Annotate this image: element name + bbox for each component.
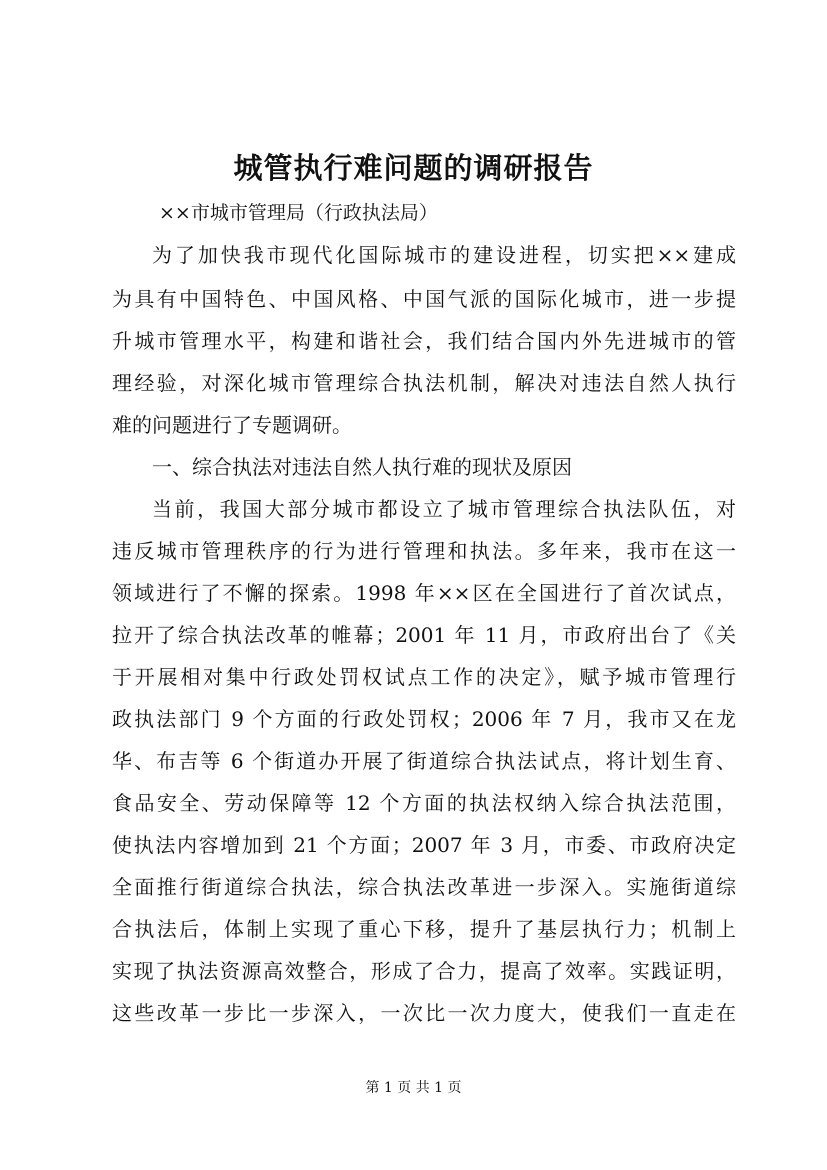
paragraph-1-line-1: 为了加快我市现代化国际城市的建设进程，切实把××建成 bbox=[152, 243, 736, 267]
paragraph-2-line-12: 实现了执法资源高效整合，形成了合力，提高了效率。实践证明， bbox=[112, 959, 736, 983]
paragraph-2-line-4: 拉开了综合执法改革的帷幕；2001 年 11 月，市政府出台了《关 bbox=[112, 623, 736, 647]
document-title: 城管执行难问题的调研报告 bbox=[233, 151, 594, 185]
document-author: ××市城市管理局（行政执法局） bbox=[159, 202, 438, 224]
paragraph-1-line-5: 难的问题进行了专题调研。 bbox=[112, 413, 352, 437]
paragraph-2-line-13: 这些改革一步比一步深入，一次比一次力度大，使我们一直走在 bbox=[112, 1001, 736, 1025]
paragraph-2-line-6: 政执法部门 9 个方面的行政处罚权；2006 年 7 月，我市又在龙 bbox=[112, 707, 736, 731]
paragraph-2-line-10: 全面推行街道综合执法，综合执法改革进一步深入。实施街道综 bbox=[112, 875, 736, 899]
paragraph-1-line-2: 为具有中国特色、中国风格、中国气派的国际化城市，进一步提 bbox=[112, 287, 736, 311]
paragraph-2-line-3: 领域进行了不懈的探索。1998 年××区在全国进行了首次试点， bbox=[112, 581, 736, 605]
paragraph-1-line-4: 理经验，对深化城市管理综合执法机制，解决对违法自然人执行 bbox=[112, 371, 736, 395]
paragraph-2-line-7: 华、布吉等 6 个街道办开展了街道综合执法试点，将计划生育、 bbox=[112, 749, 736, 773]
paragraph-2-line-1: 当前，我国大部分城市都设立了城市管理综合执法队伍，对 bbox=[152, 497, 736, 521]
paragraph-2-line-2: 违反城市管理秩序的行为进行管理和执法。多年来，我市在这一 bbox=[112, 539, 736, 563]
page-footer: 第 1 页 共 1 页 bbox=[365, 1080, 462, 1096]
paragraph-2-line-5: 于开展相对集中行政处罚权试点工作的决定》，赋予城市管理行 bbox=[112, 665, 736, 689]
paragraph-2-line-11: 合执法后，体制上实现了重心下移，提升了基层执行力；机制上 bbox=[112, 917, 736, 941]
section-heading-1: 一、综合执法对违法自然人执行难的现状及原因 bbox=[152, 455, 572, 479]
paragraph-2-line-9: 使执法内容增加到 21 个方面；2007 年 3 月，市委、市政府决定 bbox=[112, 833, 736, 857]
paragraph-2-line-8: 食品安全、劳动保障等 12 个方面的执法权纳入综合执法范围， bbox=[112, 791, 736, 815]
paragraph-1-line-3: 升城市管理水平，构建和谐社会，我们结合国内外先进城市的管 bbox=[112, 329, 736, 353]
